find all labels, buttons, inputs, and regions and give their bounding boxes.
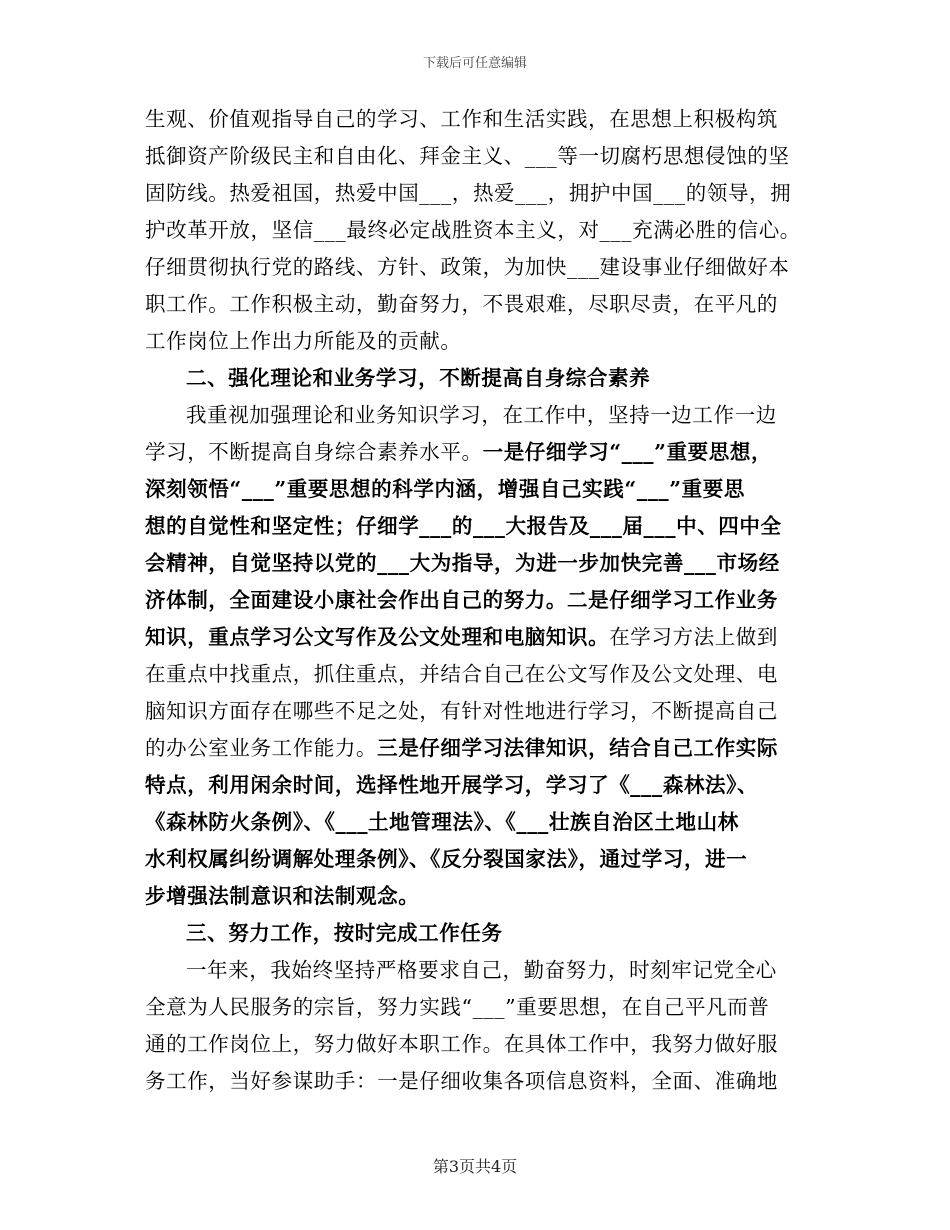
text-line: 抵御资产阶级民主和自由化、拜金主义、___等一切腐朽思想侵蚀的坚 bbox=[145, 144, 790, 168]
text-line: 步增强法制意识和法制观念。 bbox=[145, 884, 420, 908]
section-heading-3: 三、努力工作，按时完成工作任务 bbox=[186, 921, 503, 945]
text-line: 学习，不断提高自身综合素养水平。一是仔细学习“___”重要思想， bbox=[145, 440, 773, 464]
text-line: 工作岗位上作出力所能及的贡献。 bbox=[145, 329, 462, 353]
text-line: 知识，重点学习公文写作及公文处理和电脑知识。在学习方法上做到 bbox=[145, 625, 779, 649]
text-line: 护改革开放，坚信___最终必定战胜资本主义，对___充满必胜的信心。 bbox=[145, 218, 801, 242]
text-line: 想的自觉性和坚定性；仔细学___的___大报告及___届___中、四中全 bbox=[145, 514, 782, 538]
text-line: 特点，利用闲余时间，选择性地开展学习，学习了《___森林法》、 bbox=[145, 773, 759, 797]
document-body bbox=[145, 101, 815, 1100]
paragraph-start: 一年来，我始终坚持严格要求自己，勤奋努力，时刻牢记党全心 bbox=[186, 958, 777, 982]
text-line: 全意为人民服务的宗旨，努力实践“___”重要思想，在自己平凡而普 bbox=[145, 995, 770, 1019]
text-line: 务工作，当好参谋助手：一是仔细收集各项信息资料，全面、准确地 bbox=[145, 1069, 778, 1093]
text-line: 生观、价值观指导自己的学习、工作和生活实践，在思想上积极构筑 bbox=[145, 107, 778, 131]
text-line: 固防线。热爱祖国，热爱中国___，热爱___，拥护中国___的领导，拥 bbox=[145, 181, 792, 205]
text-line: 仔细贯彻执行党的路线、方针、政策，为加快___建设事业仔细做好本 bbox=[145, 255, 790, 279]
text-line: 脑知识方面存在哪些不足之处，有针对性地进行学习，不断提高自己 bbox=[145, 699, 778, 723]
section-heading-2: 二、强化理论和业务学习，不断提高自身综合素养 bbox=[186, 366, 651, 390]
text-line: 《森林防火条例》、《___土地管理法》、《___壮族自治区土地山林 bbox=[145, 810, 739, 834]
text-line: 通的工作岗位上，努力做好本职工作。在具体工作中，我努力做好服 bbox=[145, 1032, 778, 1056]
text-line: 济体制，全面建设小康社会作出自己的努力。二是仔细学习工作业务 bbox=[145, 588, 778, 612]
text-line: 水利权属纠纷调解处理条例》、《反分裂国家法》，通过学习，进一 bbox=[145, 847, 748, 871]
text-line: 的办公室业务工作能力。三是仔细学习法律知识，结合自己工作实际 bbox=[145, 736, 779, 760]
text-line: 深刻领悟“___”重要思想的科学内涵，增强自己实践“___”重要思 bbox=[145, 477, 745, 501]
text-line: 职工作。工作积极主动，勤奋努力，不畏艰难，尽职尽责，在平凡的 bbox=[145, 292, 778, 316]
text-line: 在重点中找重点，抓住重点，并结合自己在公文写作及公文处理、电 bbox=[145, 662, 778, 686]
page-number: 第3页共4页 bbox=[432, 1157, 518, 1176]
text-line: 会精神，自觉坚持以党的___大为指导，为进一步加快完善___市场经 bbox=[145, 551, 780, 575]
page-header-note: 下载后可任意编辑 bbox=[422, 56, 527, 71]
paragraph-start: 我重视加强理论和业务知识学习，在工作中，坚持一边工作一边 bbox=[186, 403, 777, 427]
